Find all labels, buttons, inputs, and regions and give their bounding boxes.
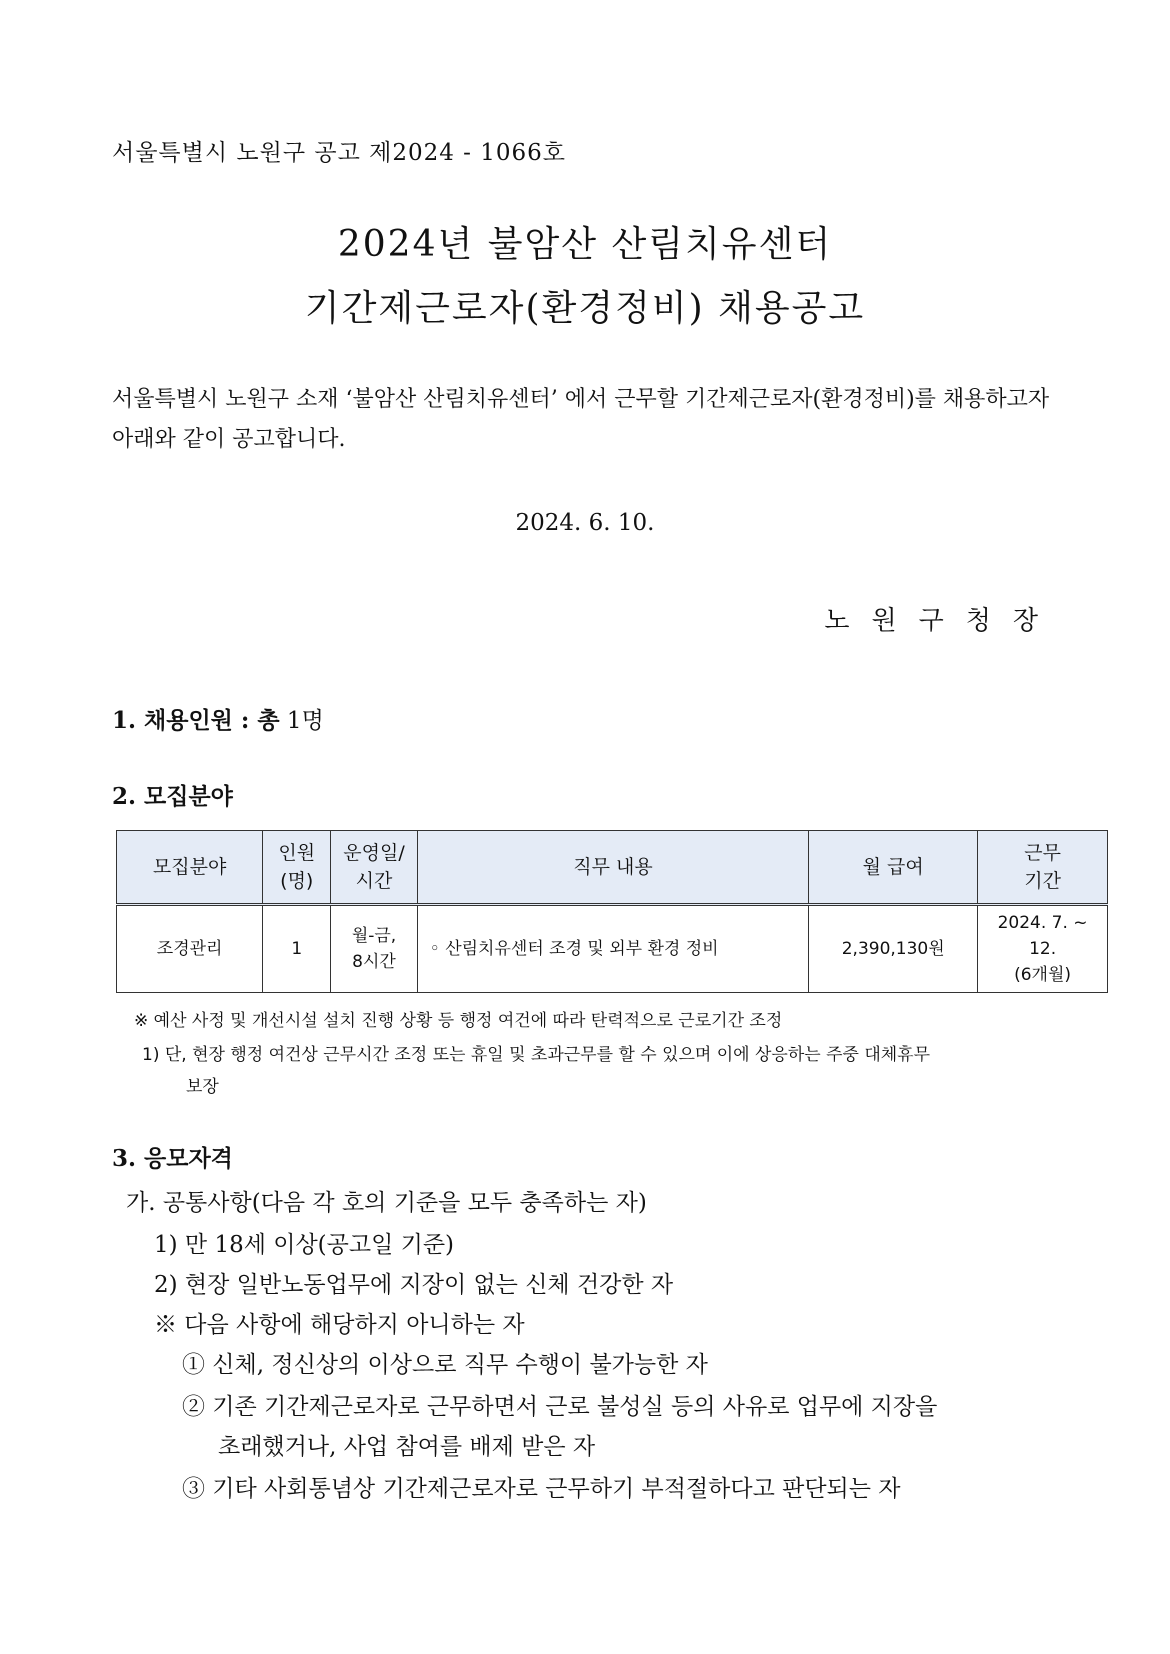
- exclusion-item-3: ③ 기타 사회통념상 기간제근로자로 근무하기 부적절하다고 판단되는 자: [182, 1476, 901, 1502]
- section-headcount: [112, 702, 324, 735]
- exclusion-item-1: ① 신체, 정신상의 이상으로 직무 수행이 불가능한 자: [182, 1352, 708, 1378]
- cell-duty: ◦ 산림치유센터 조경 및 외부 환경 정비: [417, 905, 808, 993]
- exclusion-item-2-cont: 초래했거나, 사업 참여를 배제 받은 자: [218, 1434, 596, 1460]
- header-field: 모집분야: [117, 831, 263, 905]
- cell-count: 1: [263, 905, 331, 993]
- notice-number: 서울특별시 노원구 공고 제2024 - 1066호: [112, 140, 567, 166]
- cell-field: 조경관리: [117, 905, 263, 993]
- signer: 노원구청장: [824, 606, 1060, 636]
- cell-period: 2024. 7. ~ 12. (6개월): [978, 905, 1108, 993]
- header-salary: 월 급여: [809, 831, 978, 905]
- header-schedule: 운영일/ 시간: [331, 831, 418, 905]
- section-headcount-label: 1. 채용인원 : 총: [112, 707, 280, 734]
- qualification-item-1: 1) 만 18세 이상(공고일 기준): [154, 1232, 455, 1258]
- page-title-line1: 2024년 불암산 산림치유센터: [337, 224, 833, 265]
- header-count: 인원 (명): [263, 831, 331, 905]
- intro-paragraph: 서울특별시 노원구 소재 ‘불암산 산림치유센터’ 에서 근무할 기간제근로자(환경정비)를 채용하고자 아래와 같이 공고합니다.: [112, 387, 1050, 452]
- qualification-item-2: 2) 현장 일반노동업무에 지장이 없는 신체 건강한 자: [154, 1272, 674, 1298]
- section-qualification-heading: 3. 응모자격: [112, 1145, 233, 1172]
- note-work-hours-cont: 보장: [186, 1077, 219, 1097]
- page-title-line2: 기간제근로자(환경정비) 채용공고: [304, 288, 866, 329]
- cell-schedule: 월-금, 8시간: [331, 905, 418, 993]
- note-budget: ※ 예산 사정 및 개선시설 설치 진행 상황 등 행정 여건에 따라 탄력적으로 근로기간 조정: [134, 1011, 783, 1031]
- recruit-table: [116, 830, 1108, 993]
- table-row: [117, 905, 1108, 993]
- table-header-row: [117, 831, 1108, 905]
- cell-salary: 2,390,130원: [809, 905, 978, 993]
- section-headcount-value: 1명: [279, 708, 324, 734]
- section-recruit-field-heading: 2. 모집분야: [112, 783, 233, 810]
- header-duty: 직무 내용: [417, 831, 808, 905]
- note-work-hours: 1) 단, 현장 행정 여건상 근무시간 조정 또는 휴일 및 초과근무를 할 수 있으며 이에 상응하는 주중 대체휴무: [142, 1045, 931, 1065]
- exclusion-item-2: ② 기존 기간제근로자로 근무하면서 근로 불성실 등의 사유로 업무에 지장을: [182, 1394, 938, 1420]
- notice-date: 2024. 6. 10.: [515, 510, 655, 536]
- qualification-common: 가. 공통사항(다음 각 호의 기준을 모두 충족하는 자): [126, 1190, 647, 1216]
- header-period: 근무 기간: [978, 831, 1108, 905]
- qualification-exclusion-note: ※ 다음 사항에 해당하지 아니하는 자: [154, 1312, 525, 1338]
